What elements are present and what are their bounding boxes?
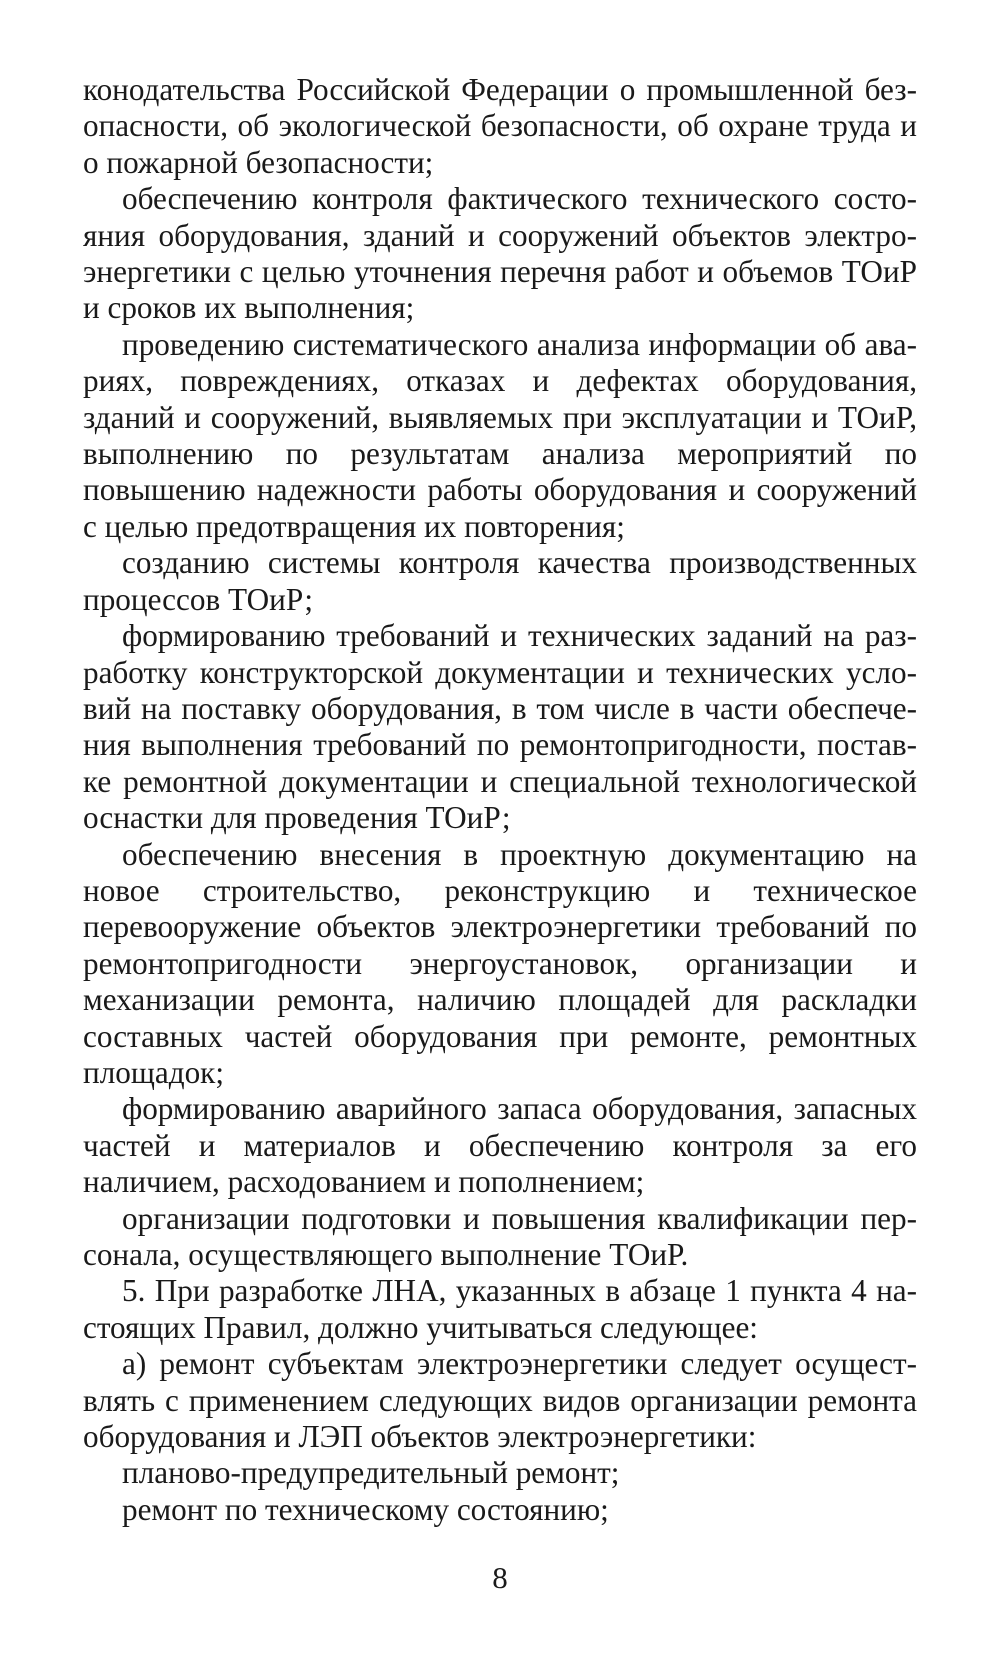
paragraph-12: ремонт по техническому состоянию; (122, 1491, 609, 1527)
paragraph-1: конодательства Российской Федерации о промышленной безопасности, об экологической безопасности, об охране труда и о пожарной безопасности; (83, 72, 917, 180)
paragraph-7: формированию аварийного запаса оборудования, запасных частей и материалов и обеспечению контроля за его наличием, расходованием и пополнением; (83, 1091, 917, 1200)
paragraph-5: формированию требований и технических заданий на разработку конструкторской документации и технических условий на поставку оборудования, в том числе в части обеспечения выполнения требований по ремонтопригодности, поставке ремонтной документации и специальной технологической оснастки для проведения ТОиР; (83, 618, 917, 836)
paragraph-8: организации подготовки и повышения квалификации персонала, осуществляющего выполнение ТОиР. (83, 1200, 917, 1272)
paragraph-9: 5. При разработке ЛНА, указанных в абзаце 1 пункта 4 настоящих Правил, должно учитываться следующее: (83, 1273, 917, 1345)
paragraph-11: планово-предупредительный ремонт; (122, 1455, 620, 1491)
body-text (83, 72, 917, 1528)
page-number: 8 (492, 1560, 508, 1595)
paragraph-3: проведению систематического анализа информации об авариях, повреждениях, отказах и дефектах оборудования, зданий и сооружений, выявляемых при эксплуатации и ТОиР, выполнению по результатам анализа мероприятий по повышению надежности работы оборудования и сооружений с целью предотвращения их повторения; (83, 326, 917, 544)
paragraph-6: обеспечению внесения в проектную документацию на новое строительство, реконструкцию и техническое перевооружение объектов электроэнергетики требований по ремонтопригодности энергоустановок, организации и механизации ремонта, наличию площадей для раскладки составных частей оборудования при ремонте, ремонтных площадок; (83, 836, 917, 1090)
paragraph-10: а) ремонт субъектам электроэнергетики следует осуществлять с применением следующих видов организации ремонта оборудования и ЛЭП объектов электроэнергетики: (83, 1346, 917, 1455)
paragraph-2: обеспечению контроля фактического технического состояния оборудования, зданий и сооружений объектов электроэнергетики с целью уточнения перечня работ и объемов ТОиР и сроков их выполнения; (83, 181, 917, 326)
paragraph-4: созданию системы контроля качества производственных процессов ТОиР; (83, 545, 917, 617)
